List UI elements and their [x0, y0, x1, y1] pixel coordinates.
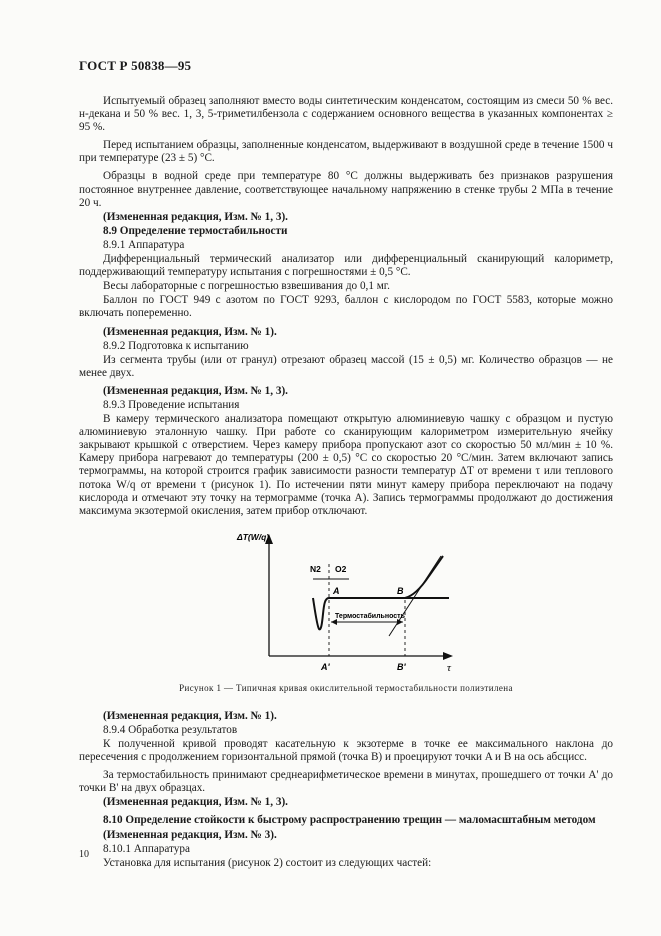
label-b-prime: B' [397, 661, 406, 672]
paragraph-preconditioning: Перед испытанием образцы, заполненные конденсатом, выдерживают в воздушной среде в течение 1500 ч при температуре (23 ± 5) °С. [79, 139, 613, 165]
amendment-note: (Измененная редакция, Изм. № 1, 3). [103, 210, 288, 223]
figure-caption: Рисунок 1 — Типичная кривая окислительной термостабильности полиэтилена [179, 682, 513, 693]
amendment-note: (Измененная редакция, Изм. № 1). [103, 709, 277, 722]
label-n2: N2 [310, 563, 321, 574]
document-header: ГОСТ Р 50838—95 [79, 58, 192, 73]
paragraph-test-setup: Установка для испытания (рисунок 2) состоит из следующих частей: [103, 856, 432, 869]
subsection-heading-8-9-4: 8.9.4 Обработка результатов [103, 723, 238, 736]
section-heading-8-9: 8.9 Определение термостабильности [103, 224, 288, 237]
x-axis-label: τ [447, 661, 451, 674]
subsection-heading-8-9-3: 8.9.3 Проведение испытания [103, 398, 240, 411]
amendment-note: (Измененная редакция, Изм. № 1, 3). [103, 796, 288, 809]
section-heading-8-10: 8.10 Определение стойкости к быстрому распространению трещин — маломасштабным методом [103, 814, 596, 827]
document-body [79, 95, 613, 870]
paragraph-gas-cylinders: Баллон по ГОСТ 949 с азотом по ГОСТ 9293, баллон с кислородом по ГОСТ 5583, которые можно включать попеременно. [79, 294, 613, 320]
label-a-prime: A' [321, 661, 330, 672]
tangent-line [389, 556, 441, 636]
amendment-note: (Измененная редакция, Изм. № 1, 3). [103, 384, 288, 397]
subsection-heading-8-10-1: 8.10.1 Аппаратура [103, 842, 190, 855]
figure-thermostability [79, 526, 613, 696]
subsection-heading-8-9-2: 8.9.2 Подготовка к испытанию [103, 339, 249, 352]
label-point-b: B [397, 585, 404, 596]
amendment-note: (Измененная редакция, Изм. № 1). [103, 325, 277, 338]
paragraph-test-procedure: В камеру термического анализатора помещают открытую алюминиевую чашку с образцом и пустую алюминиевую эталонную чашку. При работе со сканирующим калориметром измерительную ячейку закрывают крышкой с отверстием. Через камеру прибора пропускают азот со скоростью 50 мл/мин ± 10 %. Камеру прибора нагревают до температуры (200 ± 0,5) °С со скоростью 20 °С/мин. Затем включают запись термограммы, на которой строится график зависимости разности температур ΔT от времени τ или теплового потока W/q от времени τ (рисунок 1). По истечении пяти минут камеру прибора переключают на подачу кислорода и отмечают эту точку на термограмме (точка А). Запись термограммы продолжают до достижения максимума экзотермой окисления, затем прибор отключают. [79, 413, 613, 517]
amendment-note: (Измененная редакция, Изм. № 3). [103, 828, 277, 841]
thermogram-diagram [79, 526, 613, 674]
paragraph-sample-prep: Из сегмента трубы (или от гранул) отрезают образец массой (15 ± 0,5) мг. Количество образцов — не менее двух. [79, 353, 613, 379]
y-axis-label: ΔT(W/q) [237, 531, 270, 542]
paragraph-thermostability-definition: За термостабильность принимают среднеарифметическое времени в минутах, прошедшего от точки A' до точки B' на двух образцах. [79, 769, 613, 795]
paragraph-analyzer: Дифференциальный термический анализатор или дифференциальный сканирующий калориметр, поддерживающий температуру испытания с погрешностями ± 0,5 °С. [79, 253, 613, 279]
paragraph-scales: Весы лабораторные с погрешностью взвешивания до 0,1 мг. [103, 280, 390, 293]
label-point-a: A [333, 585, 340, 596]
paragraph-condensate: Испытуемый образец заполняют вместо воды синтетическим конденсатом, состоящим из смеси 50 % вес. н-декана и 50 % вес. 1, 3, 5-триметилбензола с содержанием основного вещества в указанных компонентах ≥ 95 %. [79, 95, 613, 134]
subsection-heading-8-9-1: 8.9.1 Аппаратура [103, 238, 185, 251]
page-number: 10 [79, 849, 89, 860]
paragraph-water-test: Образцы в водной среде при температуре 80 °С должны выдерживать без признаков разрушения постоянное внутреннее давление, соответствующее начальному напряжению в стенке трубы 2 МПа в течение 20 ч. [79, 170, 613, 209]
paragraph-result-processing: К полученной кривой проводят касательную к экзотерме в точке ее максимального наклона до пересечения с продолжением горизонтальной прямой (точка B) и проецируют точки A и B на ось абсцисс. [79, 738, 613, 764]
x-axis-arrow [443, 652, 453, 660]
bracket-label: Термостабильность [335, 612, 405, 620]
label-o2: O2 [335, 563, 347, 574]
